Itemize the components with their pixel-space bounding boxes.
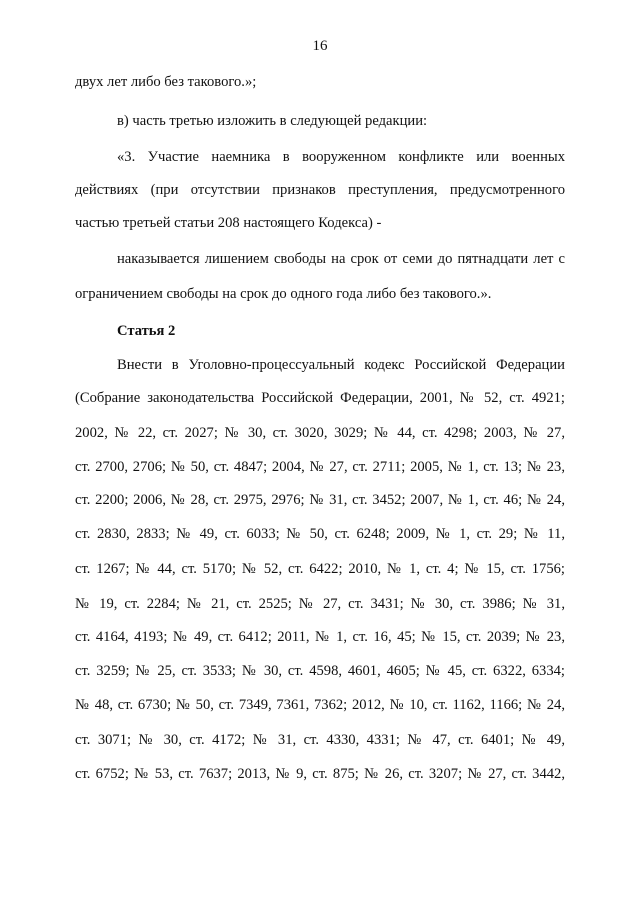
- text-line: ст. 2200; 2006, № 28, ст. 2975, 2976; № 31, ст. 3452; 2007, № 1, ст. 46; № 24,: [75, 492, 565, 508]
- text-line: ст. 2700, 2706; № 50, ст. 4847; 2004, № 27, ст. 2711; 2005, № 1, ст. 13; № 23,: [75, 459, 565, 475]
- text-line: Внести в Уголовно-процессуальный кодекс Российской Федерации: [117, 357, 565, 373]
- text-line: двух лет либо без такового.»;: [75, 74, 257, 90]
- text-line: ограничением свободы на срок до одного года либо без такового.».: [75, 286, 492, 302]
- text-line: ст. 4164, 4193; № 49, ст. 6412; 2011, № 1, ст. 16, 45; № 15, ст. 2039; № 23,: [75, 629, 565, 645]
- text-line: в) часть третью изложить в следующей редакции:: [117, 113, 428, 129]
- text-line: ст. 3071; № 30, ст. 4172; № 31, ст. 4330, 4331; № 47, ст. 6401; № 49,: [75, 732, 565, 748]
- article-heading: Статья 2: [117, 323, 176, 339]
- text-line: ст. 1267; № 44, ст. 5170; № 52, ст. 6422; 2010, № 1, ст. 4; № 15, ст. 1756;: [75, 561, 565, 577]
- text-line: частью третьей статьи 208 настоящего Кодекса) -: [75, 215, 382, 231]
- text-line: № 48, ст. 6730; № 50, ст. 7349, 7361, 7362; 2012, № 10, ст. 1162, 1166; № 24,: [75, 697, 565, 713]
- text-line: № 19, ст. 2284; № 21, ст. 2525; № 27, ст. 3431; № 30, ст. 3986; № 31,: [75, 596, 565, 612]
- text-line: ст. 6752; № 53, ст. 7637; 2013, № 9, ст. 875; № 26, ст. 3207; № 27, ст. 3442,: [75, 766, 565, 782]
- page-number: 16: [312, 38, 328, 54]
- text-line: ст. 2830, 2833; № 49, ст. 6033; № 50, ст. 6248; 2009, № 1, ст. 29; № 11,: [75, 526, 565, 542]
- text-line: наказывается лишением свободы на срок от семи до пятнадцати лет с: [117, 251, 565, 267]
- text-line: действиях (при отсутствии признаков преступления, предусмотренного: [75, 182, 565, 198]
- text-line: ст. 3259; № 25, ст. 3533; № 30, ст. 4598, 4601, 4605; № 45, ст. 6322, 6334;: [75, 663, 565, 679]
- text-line: «3. Участие наемника в вооруженном конфликте или военных: [117, 149, 565, 165]
- text-line: 2002, № 22, ст. 2027; № 30, ст. 3020, 3029; № 44, ст. 4298; 2003, № 27,: [75, 425, 565, 441]
- text-line: (Собрание законодательства Российской Федерации, 2001, № 52, ст. 4921;: [75, 390, 565, 406]
